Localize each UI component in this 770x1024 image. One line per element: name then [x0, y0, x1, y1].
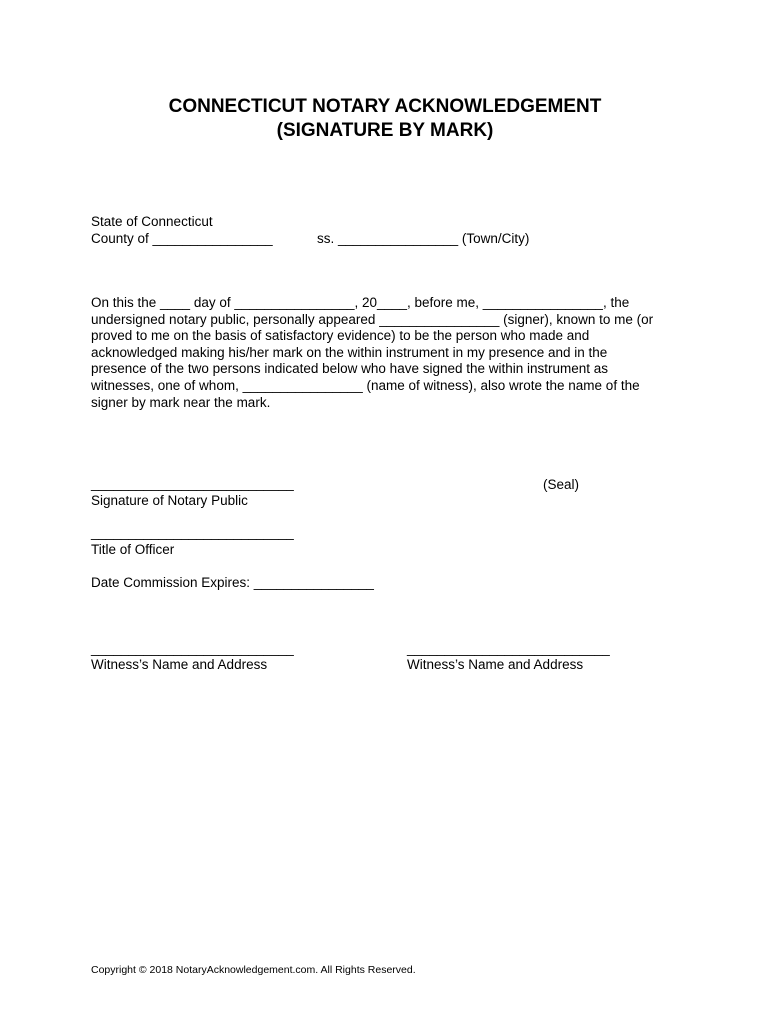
venue-state: State of Connecticut: [91, 214, 213, 229]
witness-left-line: ___________________________: [91, 641, 294, 656]
copyright-footer: Copyright © 2018 NotaryAcknowledgement.com. All Rights Reserved.: [91, 964, 416, 976]
paragraph-line: presence of the two persons indicated below who have signed the within instrument as: [91, 361, 609, 377]
paragraph-line: proved to me on the basis of satisfactory evidence) to be the person who made and: [91, 328, 590, 344]
paragraph-line: undersigned notary public, personally appeared ________________ (signer), known to me (or: [91, 311, 654, 327]
paragraph-line: On this the ____ day of ________________, 20____, before me, ________________, the: [91, 295, 630, 310]
seal-label: (Seal): [543, 477, 580, 492]
paragraph-line: signer by mark near the mark.: [91, 394, 271, 410]
notary-signature-label: Signature of Notary Public: [91, 493, 248, 508]
venue-county: County of ________________: [91, 231, 273, 246]
title-line-2: (SIGNATURE BY MARK): [276, 120, 494, 141]
officer-title-label: Title of Officer: [91, 542, 175, 557]
notary-signature-line: ___________________________: [91, 476, 294, 491]
document-title: [0, 95, 770, 143]
witness-left-label: Witness’s Name and Address: [91, 657, 268, 672]
paragraph-line: acknowledged making his/her mark on the within instrument in my presence and in the: [91, 344, 608, 360]
venue-ss: ss. ________________ (Town/City): [317, 231, 530, 246]
acknowledgement-paragraph: [91, 295, 681, 411]
title-line-1: CONNECTICUT NOTARY ACKNOWLEDGEMENT: [168, 96, 602, 117]
witness-right-label: Witness’s Name and Address: [407, 657, 584, 672]
officer-title-line: ___________________________: [91, 525, 294, 540]
paragraph-line: witnesses, one of whom, ________________ (name of witness), also wrote the name of the: [91, 377, 640, 393]
witness-right-line: ___________________________: [407, 641, 610, 656]
commission-expires: Date Commission Expires: ________________: [91, 575, 374, 590]
